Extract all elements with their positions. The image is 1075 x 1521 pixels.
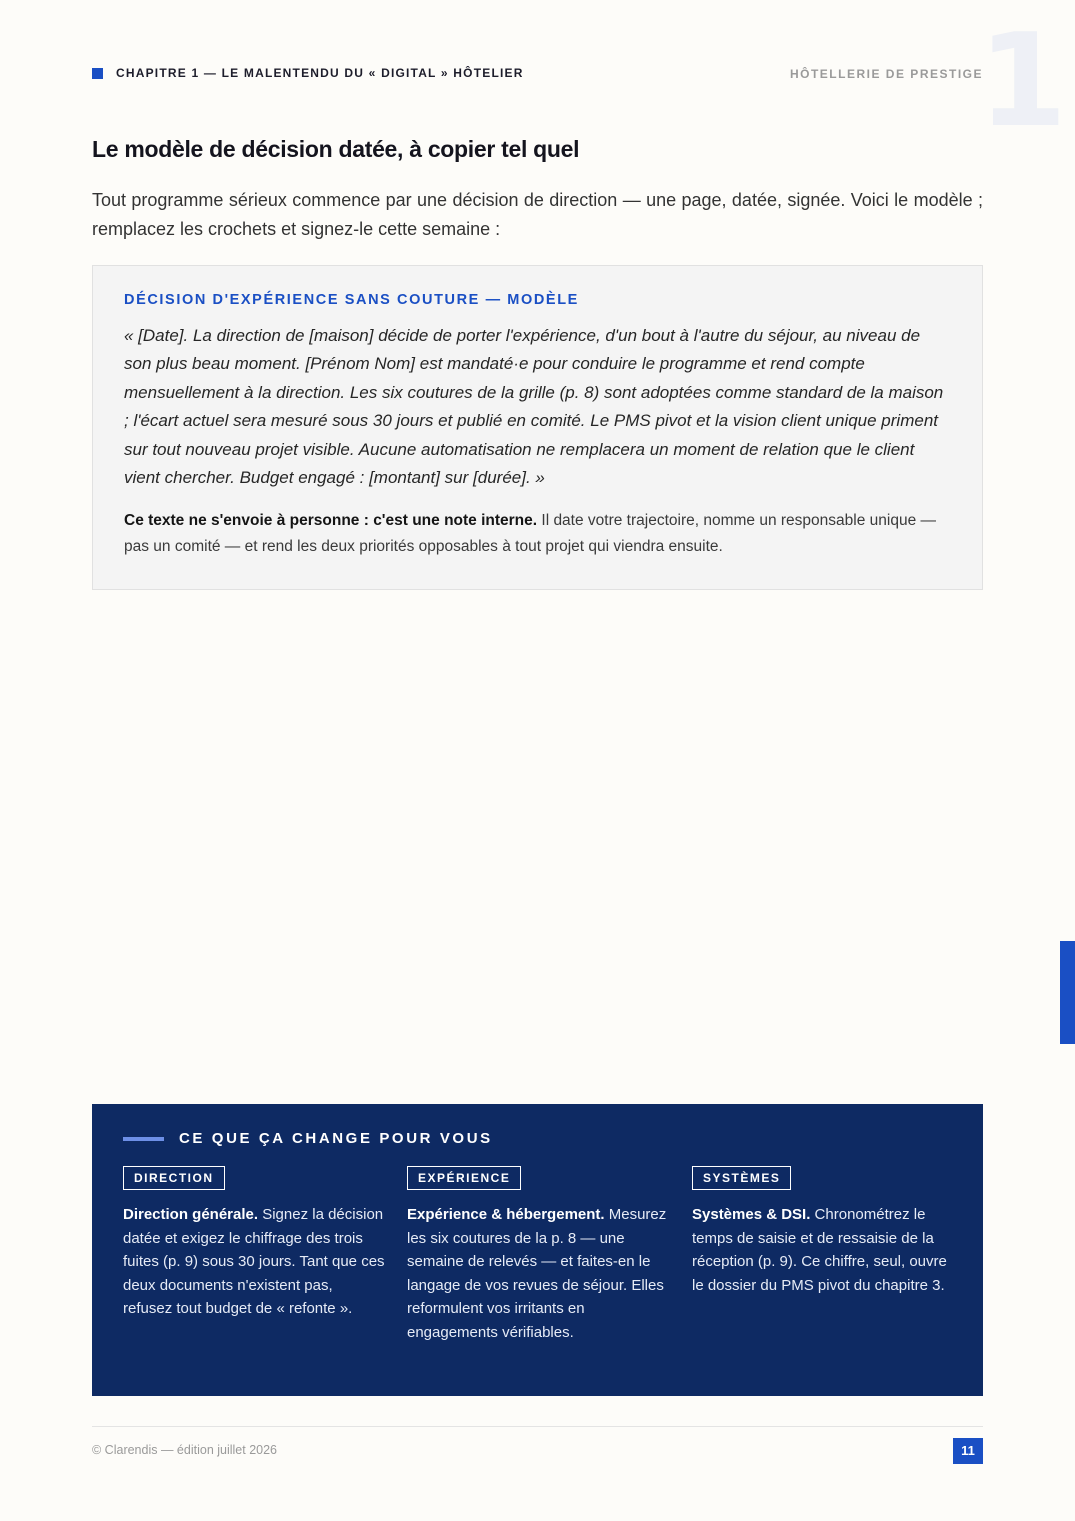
change-panel bbox=[92, 1104, 983, 1396]
model-note bbox=[124, 508, 951, 560]
model-quote: « [Date]. La direction de [maison] décide de porter l'expérience, d'un bout à l'autre du séjour, au niveau de son plus beau moment. [Prénom Nom] est mandaté·e pour conduire le programme et rend compte mensuellement à la direction. Les six coutures de la grille (p. 8) sont adoptées comme standard de la maison ; l'écart actuel sera mesuré sous 30 jours et publié en comité. Le PMS pivot et la vision client unique priment sur tout nouveau projet visible. Aucune automatisation ne remplacera un moment de relation que le client vient chercher. Budget engagé : [montant] sur [durée]. » bbox=[124, 326, 944, 488]
column-direction bbox=[123, 1166, 385, 1321]
column-lead: Expérience & hébergement. bbox=[407, 1206, 605, 1223]
page-header bbox=[92, 66, 983, 82]
column-lead: Systèmes & DSI. bbox=[692, 1206, 811, 1223]
column-experience bbox=[407, 1166, 669, 1345]
footer-copyright: © Clarendis — édition juillet 2026 bbox=[92, 1443, 278, 1457]
section-label: HÔTELLERIE DE PRESTIGE bbox=[789, 67, 983, 81]
column-lead: Direction générale. bbox=[123, 1206, 259, 1223]
column-text: Signez la décision datée et exigez le chiffrage des trois fuites (p. 9) sous 30 jours. Tant que ces deux documents n'existent pas, refusez tout budget de « refonte ». bbox=[123, 1206, 385, 1318]
column-body bbox=[123, 1203, 385, 1321]
column-body bbox=[692, 1203, 954, 1297]
column-text: Mesurez les six coutures de la p. 8 — une semaine de relevés — et faites-en le langage de vos revues de séjour. Elles reformulent vos irritants en engagements vérifiables. bbox=[407, 1206, 667, 1341]
column-tag: EXPÉRIENCE bbox=[407, 1166, 521, 1190]
page-title: Le modèle de décision datée, à copier tel quel bbox=[92, 136, 580, 162]
column-tag: DIRECTION bbox=[123, 1166, 225, 1190]
column-body bbox=[407, 1203, 669, 1345]
model-note-text: Il date votre trajectoire, nomme un responsable unique — pas un comité — et rend les deux priorités opposables à tout projet qui viendra ensuite. bbox=[124, 512, 936, 556]
chapter-label: CHAPITRE 1 — LE MALENTENDU DU « DIGITAL » HÔTELIER bbox=[116, 66, 524, 80]
change-panel-heading: CE QUE ÇA CHANGE POUR VOUS bbox=[179, 1130, 493, 1147]
model-heading: DÉCISION D'EXPÉRIENCE SANS COUTURE — MODÈLE bbox=[124, 292, 579, 308]
side-chapter-tab bbox=[1060, 941, 1075, 1044]
decision-model-box bbox=[92, 265, 983, 590]
model-note-lead: Ce texte ne s'envoie à personne : c'est une note interne. bbox=[124, 512, 538, 530]
chapter-square-icon bbox=[92, 68, 103, 79]
page-number: 11 bbox=[953, 1438, 983, 1464]
column-tag: SYSTÈMES bbox=[692, 1166, 791, 1190]
intro-paragraph: Tout programme sérieux commence par une décision de direction — une page, datée, signée. Voici le modèle ; remplacez les crochets et signez-le cette semaine : bbox=[92, 190, 983, 239]
footer-divider bbox=[92, 1426, 983, 1427]
column-systems bbox=[692, 1166, 954, 1297]
heading-rule bbox=[123, 1137, 164, 1141]
column-text: Chronométrez le temps de saisie et de ressaisie de la réception (p. 9). Ce chiffre, seul, ouvre le dossier du PMS pivot du chapitre 3. bbox=[692, 1206, 947, 1294]
chapter-number-watermark: 1 bbox=[978, 7, 1068, 156]
